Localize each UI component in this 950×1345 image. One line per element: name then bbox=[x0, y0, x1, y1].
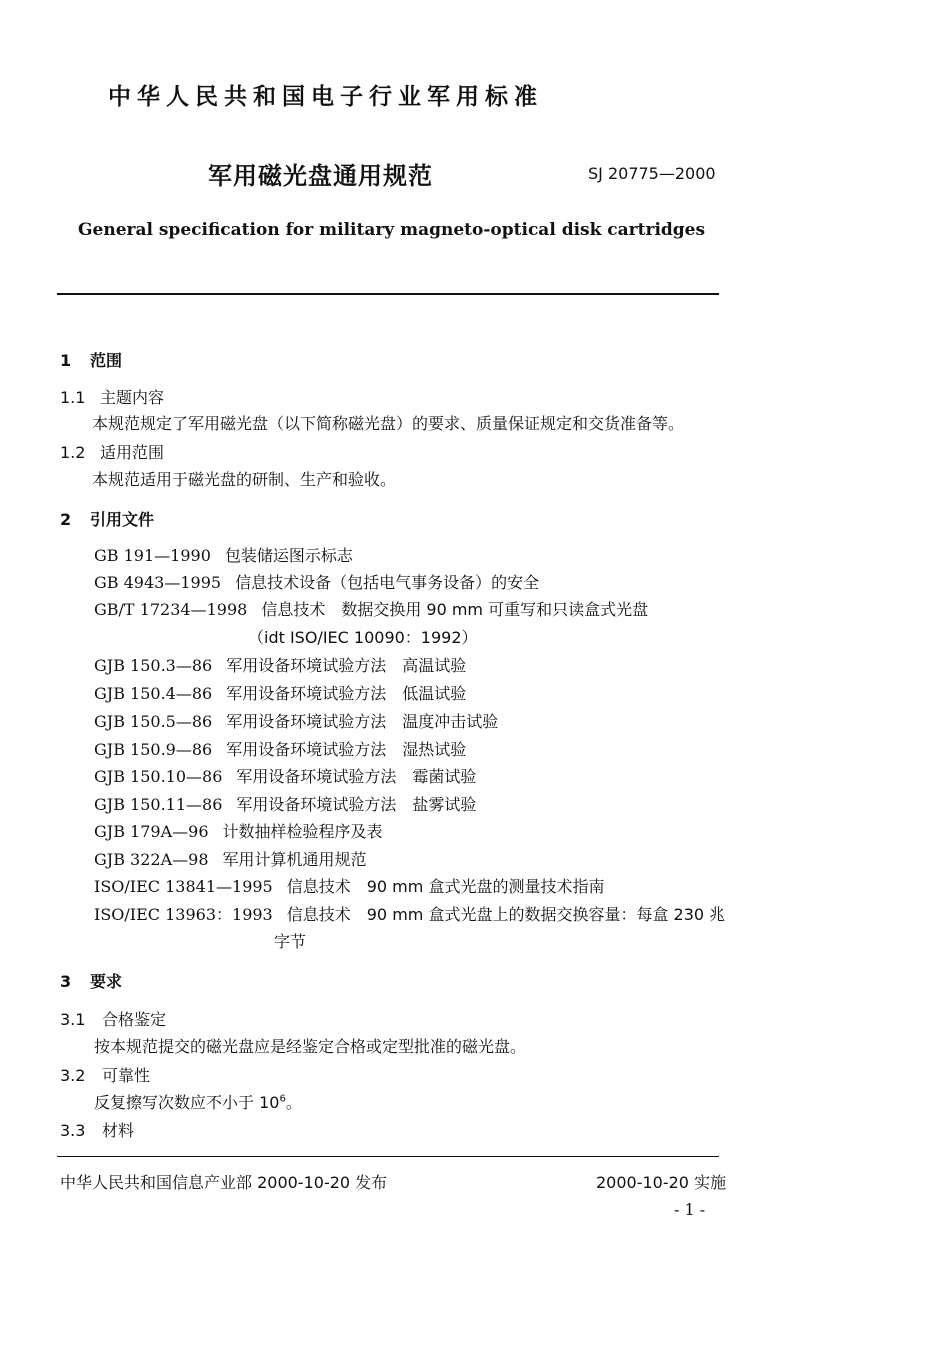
section-number: 3 bbox=[60, 972, 72, 991]
section-1-1-heading bbox=[60, 385, 164, 408]
reference-title: 军用设备环境试验方法 盐雾试验 bbox=[236, 795, 477, 814]
org-title: 中华人民共和国电子行业军用标准 bbox=[108, 84, 543, 110]
reference-title: 信息技术设备（包括电气事务设备）的安全 bbox=[235, 573, 540, 592]
page-number: - 1 - bbox=[674, 1200, 706, 1219]
reference-title: 军用设备环境试验方法 温度冲击试验 bbox=[226, 712, 499, 731]
reference-item bbox=[94, 874, 604, 897]
reference-id: GB 4943—1995 bbox=[94, 573, 222, 592]
section-3-1-heading bbox=[60, 1007, 166, 1030]
reference-id: GJB 150.3—86 bbox=[94, 656, 213, 675]
section-title: 范围 bbox=[90, 351, 123, 370]
reference-item bbox=[94, 709, 498, 732]
reference-item bbox=[94, 847, 367, 870]
section-title: 可靠性 bbox=[102, 1066, 151, 1085]
reference-item bbox=[94, 902, 725, 925]
standard-code: SJ 20775—2000 bbox=[588, 164, 716, 183]
section-title: 要求 bbox=[90, 972, 123, 991]
reference-title: 军用计算机通用规范 bbox=[222, 850, 367, 869]
reference-continuation: 字节 bbox=[274, 932, 307, 951]
reference-title: 信息技术 90 mm 盒式光盘的测量技术指南 bbox=[286, 877, 605, 896]
reference-id: GJB 150.10—86 bbox=[94, 767, 223, 786]
section-3-3-heading bbox=[60, 1118, 134, 1141]
reference-id: GJB 179A—96 bbox=[94, 822, 209, 841]
doc-title-cn: 军用磁光盘通用规范 bbox=[208, 162, 433, 190]
reference-id: GJB 150.4—86 bbox=[94, 684, 213, 703]
reference-title: 信息技术 90 mm 盒式光盘上的数据交换容量：每盒 230 兆 bbox=[286, 905, 726, 924]
section-title: 引用文件 bbox=[90, 510, 155, 529]
section-1-heading bbox=[60, 348, 122, 371]
section-title: 材料 bbox=[102, 1121, 135, 1140]
reference-id: GJB 150.9—86 bbox=[94, 740, 213, 759]
reference-title: 包装储运图示标志 bbox=[224, 546, 353, 565]
reference-id: GJB 150.5—86 bbox=[94, 712, 213, 731]
reliability-text: 反复擦写次数应不小于 10 bbox=[94, 1093, 280, 1112]
reference-item bbox=[94, 543, 353, 566]
reference-item bbox=[94, 597, 648, 620]
reference-id: GJB 322A—98 bbox=[94, 850, 209, 869]
reference-title: 信息技术 数据交换用 90 mm 可重写和只读盒式光盘 bbox=[261, 600, 649, 619]
reference-title: 军用设备环境试验方法 低温试验 bbox=[226, 684, 467, 703]
reference-item bbox=[94, 764, 476, 787]
section-number: 2 bbox=[60, 510, 72, 529]
reliability-exponent: 6 bbox=[279, 1093, 286, 1105]
section-3-heading bbox=[60, 969, 122, 992]
section-title: 适用范围 bbox=[100, 443, 165, 462]
issuer-line: 中华人民共和国信息产业部 2000-10-20 发布 bbox=[60, 1173, 388, 1192]
section-1-2-heading bbox=[60, 440, 164, 463]
section-number: 1.1 bbox=[60, 388, 86, 407]
section-3-2-text bbox=[94, 1090, 302, 1113]
reference-id: GB 191—1990 bbox=[94, 546, 211, 565]
reference-item bbox=[94, 570, 539, 593]
reference-title: 军用设备环境试验方法 高温试验 bbox=[226, 656, 467, 675]
section-2-heading bbox=[60, 507, 154, 530]
section-1-1-text: 本规范规定了军用磁光盘（以下简称磁光盘）的要求、质量保证规定和交货准备等。 bbox=[92, 414, 685, 433]
reference-title: 计数抽样检验程序及表 bbox=[222, 822, 383, 841]
section-number: 1.2 bbox=[60, 443, 86, 462]
reference-item bbox=[94, 819, 383, 842]
section-3-2-heading bbox=[60, 1063, 150, 1086]
reference-title: 军用设备环境试验方法 湿热试验 bbox=[226, 740, 467, 759]
reference-title: 军用设备环境试验方法 霉菌试验 bbox=[236, 767, 477, 786]
reference-id: ISO/IEC 13841—1995 bbox=[94, 877, 273, 896]
section-title: 合格鉴定 bbox=[102, 1010, 167, 1029]
header-divider bbox=[57, 293, 719, 295]
reference-item bbox=[94, 681, 466, 704]
section-1-2-text: 本规范适用于磁光盘的研制、生产和验收。 bbox=[92, 470, 397, 489]
reference-item bbox=[94, 737, 466, 760]
section-number: 3.1 bbox=[60, 1010, 86, 1029]
reference-id: GB/T 17234—1998 bbox=[94, 600, 248, 619]
doc-title-en: General specification for military magneto-optical disk cartridges bbox=[78, 220, 706, 240]
section-number: 3.2 bbox=[60, 1066, 86, 1085]
reference-item bbox=[94, 653, 466, 676]
reference-id: ISO/IEC 13963：1993 bbox=[94, 905, 273, 924]
reliability-tail: 。 bbox=[285, 1093, 302, 1112]
section-number: 3.3 bbox=[60, 1121, 86, 1140]
reference-id: GJB 150.11—86 bbox=[94, 795, 223, 814]
section-3-1-text: 按本规范提交的磁光盘应是经鉴定合格或定型批准的磁光盘。 bbox=[94, 1037, 527, 1056]
effective-date: 2000-10-20 实施 bbox=[596, 1173, 727, 1192]
section-number: 1 bbox=[60, 351, 72, 370]
reference-item bbox=[94, 792, 476, 815]
footer-divider bbox=[57, 1156, 719, 1157]
section-title: 主题内容 bbox=[100, 388, 165, 407]
reference-continuation: （idt ISO/IEC 10090：1992） bbox=[248, 628, 478, 647]
